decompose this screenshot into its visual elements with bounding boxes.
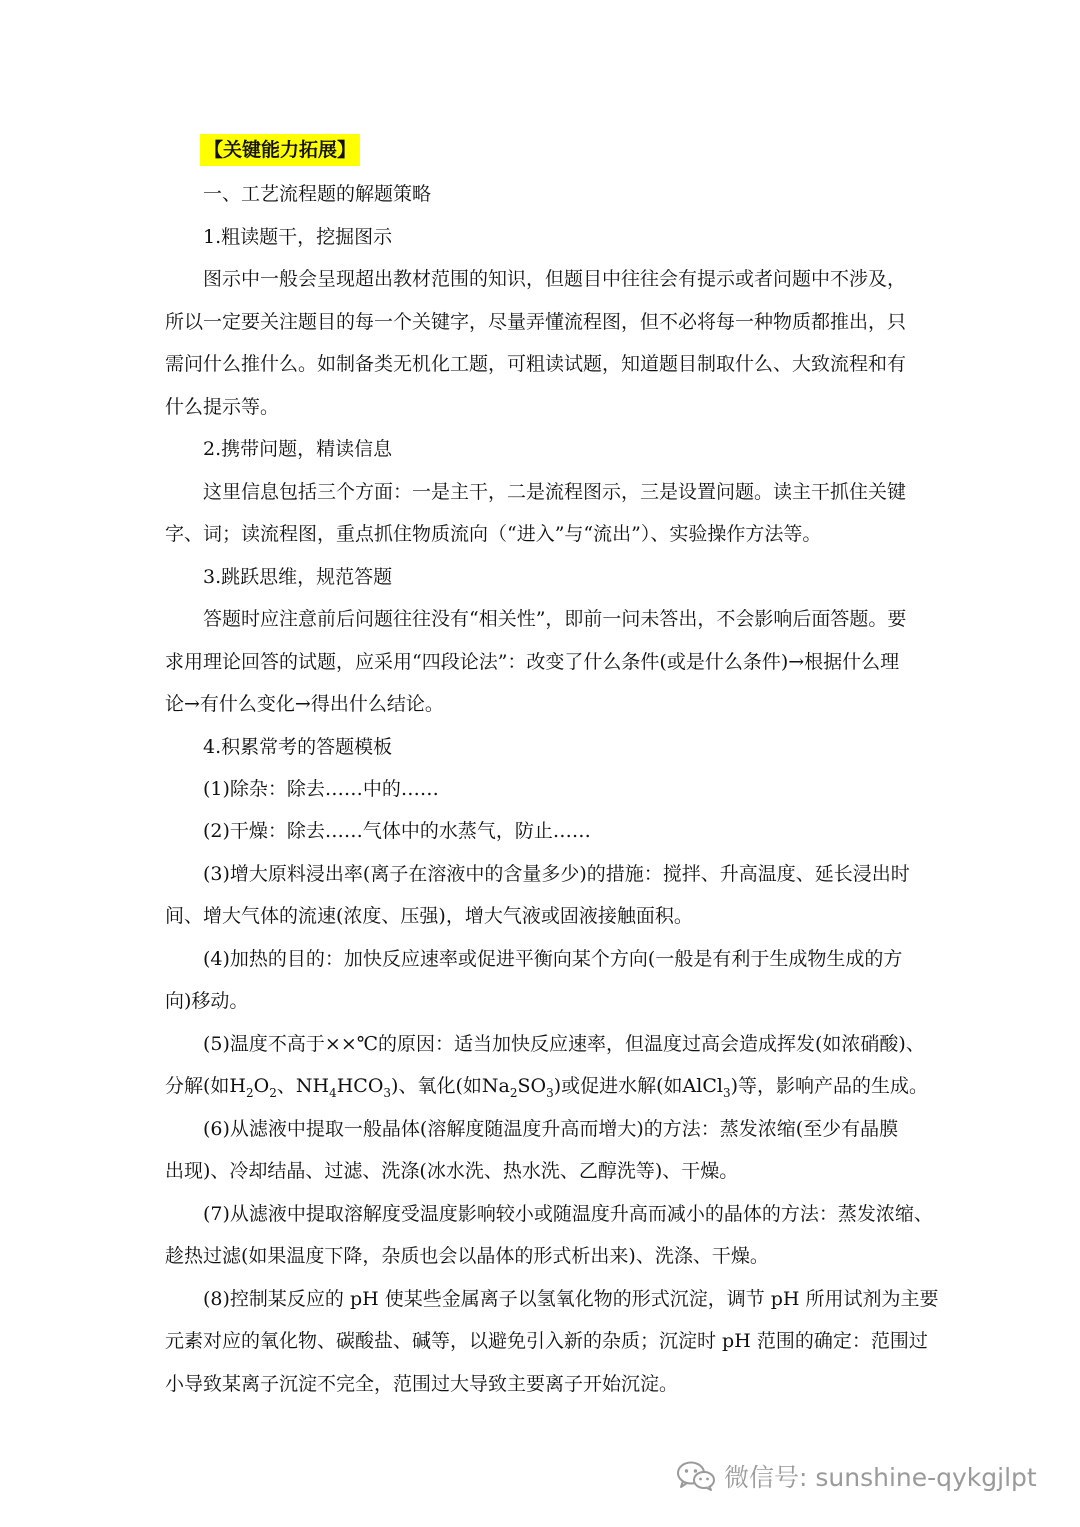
template-4-line2: 向)移动。 [165,990,249,1012]
template-8-line2: 元素对应的氧化物、碳酸盐、碱等，以避免引入新的杂质；沉淀时 pH 范围的确定：范围过 [165,1330,928,1352]
template-3-line1: (3)增大原料浸出率(离子在溶液中的含量多少)的措施：搅拌、升高温度、延长浸出时 [203,863,910,885]
item3-title: 3.跳跃思维，规范答题 [203,566,393,588]
item1-line: 所以一定要关注题目的每一个关键字，尽量弄懂流程图，但不必将每一种物质都推出，只 [165,311,907,333]
heading-badge: 【关键能力拓展】 [200,134,360,166]
watermark [676,1458,1037,1494]
section-title: 一、工艺流程题的解题策略 [203,183,432,205]
item3-line: 论→有什么变化→得出什么结论。 [165,693,444,715]
template-6-line2: 出现)、冷却结晶、过滤、洗涤(冰水洗、热水洗、乙醇洗等)、干燥。 [165,1160,739,1182]
item4-title: 4.积累常考的答题模板 [203,736,393,758]
template-6-line1: (6)从滤液中提取一般晶体(溶解度随温度升高而增大)的方法：蒸发浓缩(至少有晶膜 [203,1118,899,1140]
template-5-line2: 分解(如$H_2O_2$、$NH_4HCO_3$)、氧化(如$Na_2SO_3$)或促进水解(如AlCl$_3$)等，影响产品的生成。 [165,1075,929,1100]
item3-line: 答题时应注意前后问题往往没有“相关性”，即前一问未答出，不会影响后面答题。要 [203,608,907,630]
item2-title: 2.携带问题，精读信息 [203,438,393,460]
template-5-line1: (5)温度不高于××℃的原因：适当加快反应速率，但温度过高会造成挥发(如浓硝酸)、 [203,1033,925,1055]
template-7-line2: 趁热过滤(如果温度下降，杂质也会以晶体的形式析出来)、洗涤、干燥。 [165,1245,769,1267]
item3-line: 求用理论回答的试题，应采用“四段论法”：改变了什么条件(或是什么条件)→根据什么理 [165,651,900,673]
template-1: (1)除杂：除去……中的…… [203,778,439,800]
watermark-text: 微信号: sunshine-qykgjlpt [724,1463,1037,1492]
template-2: (2)干燥：除去……气体中的水蒸气，防止…… [203,820,591,842]
template-4-line1: (4)加热的目的：加快反应速率或促进平衡向某个方向(一般是有利于生成物生成的方 [203,948,903,970]
template-8-line3: 小导致某离子沉淀不完全，范围过大导致主要离子开始沉淀。 [165,1373,679,1395]
template-8-line1: (8)控制某反应的 pH 使某些金属离子以氢氧化物的形式沉淀，调节 pH 所用试剂为主要 [203,1288,939,1310]
item1-line: 什么提示等。 [165,396,280,418]
template-7-line1: (7)从滤液中提取溶解度受温度影响较小或随温度升高而减小的晶体的方法：蒸发浓缩、 [203,1203,933,1225]
item1-line: 需问什么推什么。如制备类无机化工题，可粗读试题，知道题目制取什么、大致流程和有 [165,353,907,375]
item1-title: 1.粗读题干，挖掘图示 [203,226,393,248]
item1-line: 图示中一般会呈现超出教材范围的知识，但题目中往往会有提示或者问题中不涉及， [203,268,907,290]
wechat-icon [676,1460,716,1492]
item2-line: 字、词；读流程图，重点抓住物质流向（“进入”与“流出”）、实验操作方法等。 [165,523,822,545]
item2-line: 这里信息包括三个方面：一是主干，二是流程图示，三是设置问题。读主干抓住关键 [203,481,907,503]
template-3-line2: 间、增大气体的流速(浓度、压强)，增大气液或固液接触面积。 [165,905,693,927]
